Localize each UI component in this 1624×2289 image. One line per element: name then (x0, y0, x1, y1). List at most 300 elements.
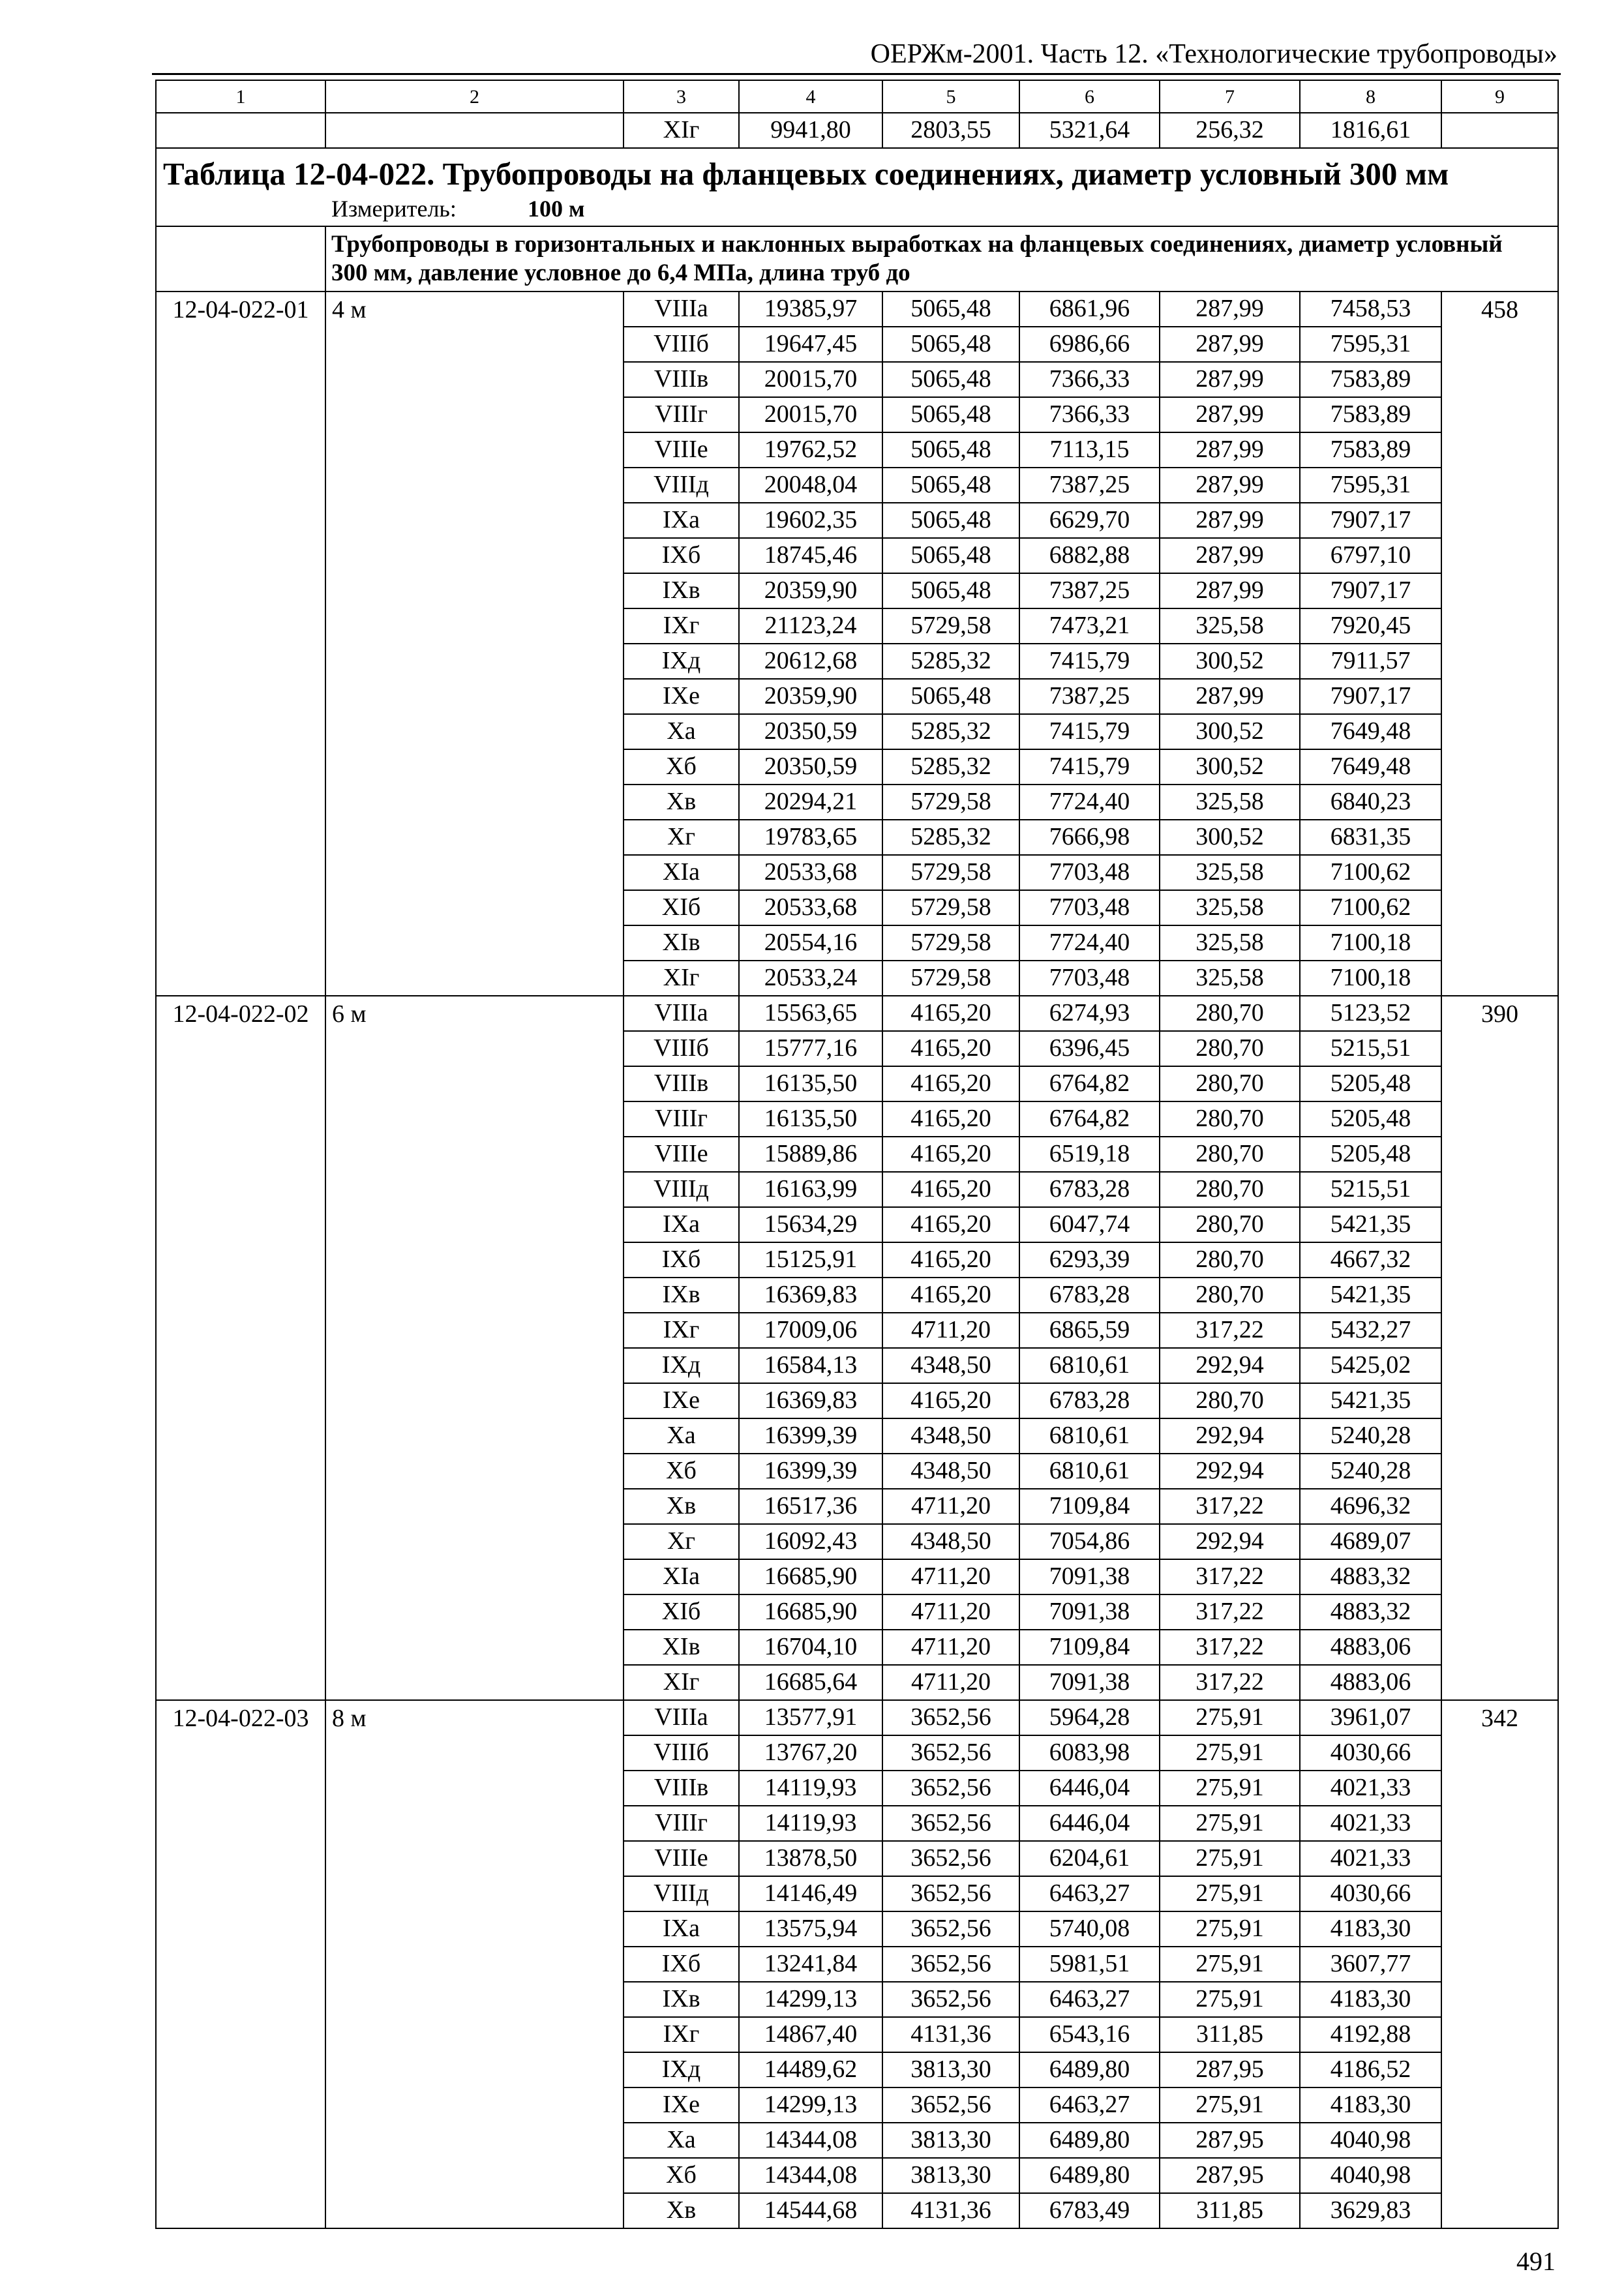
value-cell-col7: 280,70 (1160, 1101, 1300, 1137)
value-cell-col5: 4711,20 (882, 1594, 1019, 1630)
category-cell: XIв (624, 1630, 739, 1665)
column-number: 5 (882, 80, 1019, 113)
value-cell-col7: 300,52 (1160, 820, 1300, 855)
value-cell-col5: 3652,56 (882, 1841, 1019, 1876)
value-cell-col6: 6489,80 (1019, 2158, 1160, 2193)
value-cell-col7: 292,94 (1160, 1348, 1300, 1383)
value-cell-col7: 325,58 (1160, 890, 1300, 925)
value-cell-col5: 5065,48 (882, 503, 1019, 538)
value-cell-col5: 3813,30 (882, 2123, 1019, 2158)
category-cell: VIIIе (624, 1137, 739, 1172)
value-cell-col8: 3629,83 (1300, 2193, 1441, 2228)
category-cell: XIа (624, 855, 739, 890)
value-cell-col6: 6463,27 (1019, 1876, 1160, 1911)
value-cell-col7: 300,52 (1160, 749, 1300, 785)
norms-table (155, 80, 1559, 2229)
value-cell-col5: 5065,48 (882, 362, 1019, 397)
category-cell: IXд (624, 644, 739, 679)
value-cell-col7: 287,99 (1160, 397, 1300, 432)
value-cell-col4: 16685,90 (739, 1559, 882, 1594)
value-cell-col8: 6840,23 (1300, 785, 1441, 820)
value-cell-col6: 7415,79 (1019, 749, 1160, 785)
value-cell-col6: 7415,79 (1019, 644, 1160, 679)
value-cell-col4: 16369,83 (739, 1278, 882, 1313)
value-cell-col5: 3652,56 (882, 1806, 1019, 1841)
value-cell-col7: 287,99 (1160, 327, 1300, 362)
value-cell-col8: 7907,17 (1300, 679, 1441, 714)
value-cell-col5: 4131,36 (882, 2193, 1019, 2228)
value-cell-col4: 20350,59 (739, 714, 882, 749)
value-cell-col5: 4348,50 (882, 1454, 1019, 1489)
value-cell-col5: 4165,20 (882, 1207, 1019, 1242)
category-cell: XIа (624, 1559, 739, 1594)
value-cell-col6: 7666,98 (1019, 820, 1160, 855)
value-cell-col4: 13575,94 (739, 1911, 882, 1947)
value-cell-col8: 7100,18 (1300, 925, 1441, 961)
value-cell-col6: 5321,64 (1019, 113, 1160, 148)
value-cell-col6: 7387,25 (1019, 573, 1160, 608)
empty-cell (156, 226, 325, 292)
value-cell-col6: 6861,96 (1019, 292, 1160, 327)
value-cell-col5: 5729,58 (882, 961, 1019, 996)
table-body (156, 80, 1558, 2228)
category-cell: Xг (624, 1524, 739, 1559)
column-number: 9 (1441, 80, 1558, 113)
value-cell-col7: 280,70 (1160, 1278, 1300, 1313)
value-cell-col7: 300,52 (1160, 644, 1300, 679)
value-cell-col7: 275,91 (1160, 1806, 1300, 1841)
value-cell-col8: 7100,18 (1300, 961, 1441, 996)
value-cell-col6: 6463,27 (1019, 2087, 1160, 2123)
value-cell-col7: 280,70 (1160, 1172, 1300, 1207)
value-cell-col6: 6489,80 (1019, 2123, 1160, 2158)
category-cell: Xб (624, 749, 739, 785)
value-cell-col6: 6810,61 (1019, 1348, 1160, 1383)
category-cell: VIIIв (624, 362, 739, 397)
value-cell-col5: 5285,32 (882, 714, 1019, 749)
value-cell-col8: 7907,17 (1300, 573, 1441, 608)
value-cell-col6: 6764,82 (1019, 1101, 1160, 1137)
value-cell-col4: 20048,04 (739, 468, 882, 503)
value-cell-col6: 7109,84 (1019, 1489, 1160, 1524)
value-cell-col4: 14119,93 (739, 1806, 882, 1841)
value-cell-col6: 6783,28 (1019, 1278, 1160, 1313)
value-cell-col5: 5285,32 (882, 644, 1019, 679)
value-cell-col4: 19762,52 (739, 432, 882, 468)
value-cell-col5: 3652,56 (882, 1735, 1019, 1771)
value-cell-col8: 4040,98 (1300, 2123, 1441, 2158)
value-cell-col7: 287,95 (1160, 2123, 1300, 2158)
value-cell-col4: 20612,68 (739, 644, 882, 679)
value-cell-col5: 4711,20 (882, 1665, 1019, 1700)
value-cell-col4: 14544,68 (739, 2193, 882, 2228)
value-cell-col6: 5981,51 (1019, 1947, 1160, 1982)
value-cell-col5: 5065,48 (882, 679, 1019, 714)
value-cell-col4: 14489,62 (739, 2052, 882, 2087)
value-cell-col4: 16163,99 (739, 1172, 882, 1207)
value-cell-col8: 7458,53 (1300, 292, 1441, 327)
value-cell-col6: 6810,61 (1019, 1418, 1160, 1454)
category-cell: IXд (624, 1348, 739, 1383)
value-cell-col4: 20554,16 (739, 925, 882, 961)
value-cell-col5: 3813,30 (882, 2158, 1019, 2193)
section-description (325, 226, 1558, 292)
description-line: 300 мм, давление условное до 6,4 МПа, длина труб до (331, 260, 910, 286)
category-cell: VIIIа (624, 1700, 739, 1735)
value-cell-col5: 4165,20 (882, 1278, 1019, 1313)
value-cell-col7: 280,70 (1160, 1207, 1300, 1242)
value-cell-col5: 5065,48 (882, 538, 1019, 573)
value-cell-col7: 325,58 (1160, 961, 1300, 996)
category-cell: XIв (624, 925, 739, 961)
value-cell-col8: 7583,89 (1300, 362, 1441, 397)
category-cell: Xа (624, 1418, 739, 1454)
description-line: Трубопроводы в горизонтальных и наклонных выработках на фланцевых соединениях, диаметр условный (331, 231, 1503, 258)
value-cell-col5: 5065,48 (882, 327, 1019, 362)
value-cell-col8: 5123,52 (1300, 996, 1441, 1031)
value-cell-col4: 20294,21 (739, 785, 882, 820)
category-cell: VIIIб (624, 1031, 739, 1066)
category-cell: VIIIв (624, 1771, 739, 1806)
category-cell: Xв (624, 2193, 739, 2228)
category-cell: IXе (624, 2087, 739, 2123)
value-cell-col5: 4165,20 (882, 1101, 1019, 1137)
category-cell: XIг (624, 113, 739, 148)
table-row (156, 1700, 1558, 1735)
category-cell: IXа (624, 1911, 739, 1947)
category-cell: VIIIд (624, 468, 739, 503)
value-cell-col6: 7366,33 (1019, 362, 1160, 397)
category-cell: Xа (624, 2123, 739, 2158)
value-cell-col7: 287,95 (1160, 2052, 1300, 2087)
value-cell-col8: 7920,45 (1300, 608, 1441, 644)
column-number-row (156, 80, 1558, 113)
table-row (156, 996, 1558, 1031)
category-cell: IXе (624, 679, 739, 714)
value-cell-col4: 19647,45 (739, 327, 882, 362)
value-cell-col6: 6810,61 (1019, 1454, 1160, 1489)
value-cell-col8: 7100,62 (1300, 890, 1441, 925)
table-row (156, 292, 1558, 327)
value-cell-col7: 317,22 (1160, 1630, 1300, 1665)
value-cell-col7: 287,99 (1160, 362, 1300, 397)
value-cell-col7: 287,99 (1160, 538, 1300, 573)
value-cell-col5: 3652,56 (882, 1771, 1019, 1806)
value-cell-col8: 5215,51 (1300, 1172, 1441, 1207)
value-cell-col7: 280,70 (1160, 1137, 1300, 1172)
value-cell-col6: 7091,38 (1019, 1594, 1160, 1630)
value-cell-col7: 325,58 (1160, 608, 1300, 644)
value-cell-col5: 4348,50 (882, 1524, 1019, 1559)
value-cell-col7: 275,91 (1160, 1911, 1300, 1947)
category-cell: VIIIа (624, 996, 739, 1031)
value-cell-col5: 5285,32 (882, 749, 1019, 785)
value-cell-col5: 5729,58 (882, 855, 1019, 890)
value-cell-col8: 4883,32 (1300, 1559, 1441, 1594)
value-cell-col4: 16704,10 (739, 1630, 882, 1665)
value-cell-col7: 275,91 (1160, 1700, 1300, 1735)
value-cell-col4: 16135,50 (739, 1101, 882, 1137)
column-number: 2 (325, 80, 624, 113)
category-cell: IXб (624, 538, 739, 573)
column-number: 8 (1300, 80, 1441, 113)
value-cell-col8: 7649,48 (1300, 749, 1441, 785)
value-cell-col7: 317,22 (1160, 1594, 1300, 1630)
category-cell: Xв (624, 785, 739, 820)
category-cell: Xг (624, 820, 739, 855)
category-cell: VIIIа (624, 292, 739, 327)
category-cell: Xб (624, 1454, 739, 1489)
value-cell-col4: 20015,70 (739, 362, 882, 397)
category-cell: VIIIб (624, 1735, 739, 1771)
value-cell-col5: 5729,58 (882, 925, 1019, 961)
value-cell-col4: 13878,50 (739, 1841, 882, 1876)
value-cell-col6: 7724,40 (1019, 925, 1160, 961)
value-cell-col8: 5215,51 (1300, 1031, 1441, 1066)
value-cell-col7: 275,91 (1160, 1947, 1300, 1982)
value-cell-col5: 4348,50 (882, 1348, 1019, 1383)
section-description-row (156, 226, 1558, 292)
value-cell-col6: 7703,48 (1019, 855, 1160, 890)
value-cell-col5: 3652,56 (882, 2087, 1019, 2123)
value-cell-col8: 4183,30 (1300, 1911, 1441, 1947)
category-cell: VIIIе (624, 1841, 739, 1876)
value-cell-col6: 6047,74 (1019, 1207, 1160, 1242)
value-cell-col6: 6446,04 (1019, 1806, 1160, 1841)
value-cell-col8: 1816,61 (1300, 113, 1441, 148)
value-cell-col6: 6882,88 (1019, 538, 1160, 573)
value-cell-col4: 16369,83 (739, 1383, 882, 1418)
value-cell-col4: 20533,68 (739, 890, 882, 925)
value-cell-col5: 5729,58 (882, 608, 1019, 644)
col9-value-cell: 342 (1441, 1700, 1558, 2228)
value-cell-col4: 14299,13 (739, 2087, 882, 2123)
value-cell-col5: 4165,20 (882, 1066, 1019, 1101)
value-cell-col6: 6865,59 (1019, 1313, 1160, 1348)
value-cell-col8: 4040,98 (1300, 2158, 1441, 2193)
value-cell-col7: 317,22 (1160, 1489, 1300, 1524)
value-cell-col7: 287,99 (1160, 292, 1300, 327)
value-cell-col7: 311,85 (1160, 2017, 1300, 2052)
value-cell-col7: 292,94 (1160, 1524, 1300, 1559)
value-cell-col4: 9941,80 (739, 113, 882, 148)
value-cell-col7: 275,91 (1160, 2087, 1300, 2123)
value-cell-col6: 5964,28 (1019, 1700, 1160, 1735)
value-cell-col5: 5729,58 (882, 890, 1019, 925)
value-cell-col8: 4021,33 (1300, 1771, 1441, 1806)
value-cell-col4: 14146,49 (739, 1876, 882, 1911)
value-cell-col4: 17009,06 (739, 1313, 882, 1348)
value-cell-col8: 4883,32 (1300, 1594, 1441, 1630)
value-cell-col7: 275,91 (1160, 1771, 1300, 1806)
value-cell-col6: 7091,38 (1019, 1559, 1160, 1594)
value-cell-col4: 15889,86 (739, 1137, 882, 1172)
value-cell-col5: 4165,20 (882, 1383, 1019, 1418)
value-cell-col8: 4030,66 (1300, 1735, 1441, 1771)
value-cell-col7: 317,22 (1160, 1559, 1300, 1594)
value-cell-col5: 5065,48 (882, 573, 1019, 608)
value-cell-col4: 20533,24 (739, 961, 882, 996)
value-cell-col8: 7583,89 (1300, 432, 1441, 468)
value-cell-col5: 5729,58 (882, 785, 1019, 820)
value-cell-col7: 275,91 (1160, 1735, 1300, 1771)
category-cell: XIб (624, 890, 739, 925)
value-cell-col7: 280,70 (1160, 996, 1300, 1031)
value-cell-col6: 7054,86 (1019, 1524, 1160, 1559)
value-cell-col8: 4696,32 (1300, 1489, 1441, 1524)
value-cell-col5: 4165,20 (882, 1242, 1019, 1278)
value-cell-col8: 7100,62 (1300, 855, 1441, 890)
category-cell: Xа (624, 714, 739, 749)
value-cell-col6: 7473,21 (1019, 608, 1160, 644)
value-cell-col6: 6446,04 (1019, 1771, 1160, 1806)
category-cell: IXв (624, 1982, 739, 2017)
value-cell-col6: 6396,45 (1019, 1031, 1160, 1066)
category-cell: IXг (624, 1313, 739, 1348)
category-cell: IXб (624, 1947, 739, 1982)
category-cell: VIIIг (624, 1101, 739, 1137)
value-cell-col8: 4186,52 (1300, 2052, 1441, 2087)
value-cell-col6: 6083,98 (1019, 1735, 1160, 1771)
value-cell-col5: 4711,20 (882, 1313, 1019, 1348)
value-cell-col8: 7595,31 (1300, 468, 1441, 503)
value-cell-col4: 20359,90 (739, 573, 882, 608)
value-cell-col8: 6831,35 (1300, 820, 1441, 855)
value-cell-col6: 6489,80 (1019, 2052, 1160, 2087)
value-cell-col8: 5425,02 (1300, 1348, 1441, 1383)
category-cell: XIб (624, 1594, 739, 1630)
value-cell-col8: 7595,31 (1300, 327, 1441, 362)
value-cell-col8: 4192,88 (1300, 2017, 1441, 2052)
value-cell-col6: 6764,82 (1019, 1066, 1160, 1101)
value-cell-col5: 4711,20 (882, 1489, 1019, 1524)
value-cell-col7: 280,70 (1160, 1242, 1300, 1278)
value-cell-col7: 292,94 (1160, 1418, 1300, 1454)
value-cell-col6: 6274,93 (1019, 996, 1160, 1031)
category-cell: IXд (624, 2052, 739, 2087)
value-cell-col7: 275,91 (1160, 1876, 1300, 1911)
value-cell-col5: 4165,20 (882, 1137, 1019, 1172)
value-cell-col5: 4165,20 (882, 1172, 1019, 1207)
value-cell-col8: 7649,48 (1300, 714, 1441, 749)
col9-value-cell: 458 (1441, 292, 1558, 996)
value-cell-col7: 325,58 (1160, 785, 1300, 820)
column-number: 3 (624, 80, 739, 113)
value-cell-col6: 7387,25 (1019, 679, 1160, 714)
category-cell: IXа (624, 1207, 739, 1242)
running-title: ОЕРЖм-2001. Часть 12. «Технологические трубопроводы» (870, 39, 1557, 69)
value-cell-col5: 4711,20 (882, 1630, 1019, 1665)
category-cell: VIIIд (624, 1172, 739, 1207)
value-cell-col5: 4131,36 (882, 2017, 1019, 2052)
value-cell-col5: 3652,56 (882, 1876, 1019, 1911)
value-cell-col5: 5065,48 (882, 468, 1019, 503)
value-cell-col7: 287,99 (1160, 503, 1300, 538)
value-cell-col7: 292,94 (1160, 1454, 1300, 1489)
value-cell-col5: 5285,32 (882, 820, 1019, 855)
value-cell-col4: 16399,39 (739, 1454, 882, 1489)
value-cell-col6: 7113,15 (1019, 432, 1160, 468)
category-cell: Xб (624, 2158, 739, 2193)
value-cell-col7: 256,32 (1160, 113, 1300, 148)
value-cell-col5: 4165,20 (882, 1031, 1019, 1066)
category-cell: IXб (624, 1242, 739, 1278)
value-cell-col8: 7583,89 (1300, 397, 1441, 432)
value-cell-col6: 7109,84 (1019, 1630, 1160, 1665)
value-cell-col4: 20359,90 (739, 679, 882, 714)
column-number: 4 (739, 80, 882, 113)
unit-value: 100 м (528, 196, 585, 222)
value-cell-col4: 16685,64 (739, 1665, 882, 1700)
value-cell-col8: 5205,48 (1300, 1101, 1441, 1137)
value-cell-col6: 6519,18 (1019, 1137, 1160, 1172)
value-cell-col7: 311,85 (1160, 2193, 1300, 2228)
value-cell-col4: 19602,35 (739, 503, 882, 538)
value-cell-col8: 4183,30 (1300, 2087, 1441, 2123)
value-cell-col8: 5421,35 (1300, 1207, 1441, 1242)
value-cell-col8: 5421,35 (1300, 1383, 1441, 1418)
value-cell-col4: 21123,24 (739, 608, 882, 644)
category-cell: VIIIв (624, 1066, 739, 1101)
value-cell-col5: 4711,20 (882, 1559, 1019, 1594)
category-cell: VIIIг (624, 397, 739, 432)
value-cell-col5: 5065,48 (882, 432, 1019, 468)
value-cell-col8: 4021,33 (1300, 1841, 1441, 1876)
value-cell-col8: 5421,35 (1300, 1278, 1441, 1313)
pipe-length-cell: 6 м (325, 996, 624, 1700)
value-cell-col7: 300,52 (1160, 714, 1300, 749)
column-number: 6 (1019, 80, 1160, 113)
value-cell-col8: 4883,06 (1300, 1630, 1441, 1665)
value-cell-col5: 3652,56 (882, 1947, 1019, 1982)
value-cell-col6: 7091,38 (1019, 1665, 1160, 1700)
value-cell-col6: 6204,61 (1019, 1841, 1160, 1876)
value-cell-col4: 16584,13 (739, 1348, 882, 1383)
category-cell: IXг (624, 2017, 739, 2052)
value-cell-col6: 6543,16 (1019, 2017, 1160, 2052)
value-cell-col4: 20350,59 (739, 749, 882, 785)
value-cell-col5: 4165,20 (882, 996, 1019, 1031)
value-cell-col5: 4348,50 (882, 1418, 1019, 1454)
value-cell-col7: 280,70 (1160, 1383, 1300, 1418)
value-cell-col6: 6629,70 (1019, 503, 1160, 538)
value-cell-col6: 6783,28 (1019, 1172, 1160, 1207)
value-cell-col7: 287,95 (1160, 2158, 1300, 2193)
value-cell-col5: 5065,48 (882, 397, 1019, 432)
value-cell-col7: 275,91 (1160, 1982, 1300, 2017)
value-cell-col4: 14344,08 (739, 2158, 882, 2193)
value-cell-col4: 15777,16 (739, 1031, 882, 1066)
value-cell-col7: 287,99 (1160, 679, 1300, 714)
carryover-row (156, 113, 1558, 148)
category-cell: VIIIг (624, 1806, 739, 1841)
column-number: 7 (1160, 80, 1300, 113)
value-cell-col7: 317,22 (1160, 1665, 1300, 1700)
value-cell-col4: 13577,91 (739, 1700, 882, 1735)
category-cell: VIIIе (624, 432, 739, 468)
value-cell-col8: 4883,06 (1300, 1665, 1441, 1700)
value-cell-col8: 4183,30 (1300, 1982, 1441, 2017)
norm-code-cell: 12-04-022-03 (156, 1700, 325, 2228)
value-cell-col7: 325,58 (1160, 925, 1300, 961)
value-cell-col5: 3652,56 (882, 1700, 1019, 1735)
value-cell-col7: 287,99 (1160, 432, 1300, 468)
value-cell-col7: 325,58 (1160, 855, 1300, 890)
value-cell-col4: 16092,43 (739, 1524, 882, 1559)
value-cell-col5: 5065,48 (882, 292, 1019, 327)
pipe-length-cell (325, 113, 624, 148)
value-cell-col6: 7415,79 (1019, 714, 1160, 749)
